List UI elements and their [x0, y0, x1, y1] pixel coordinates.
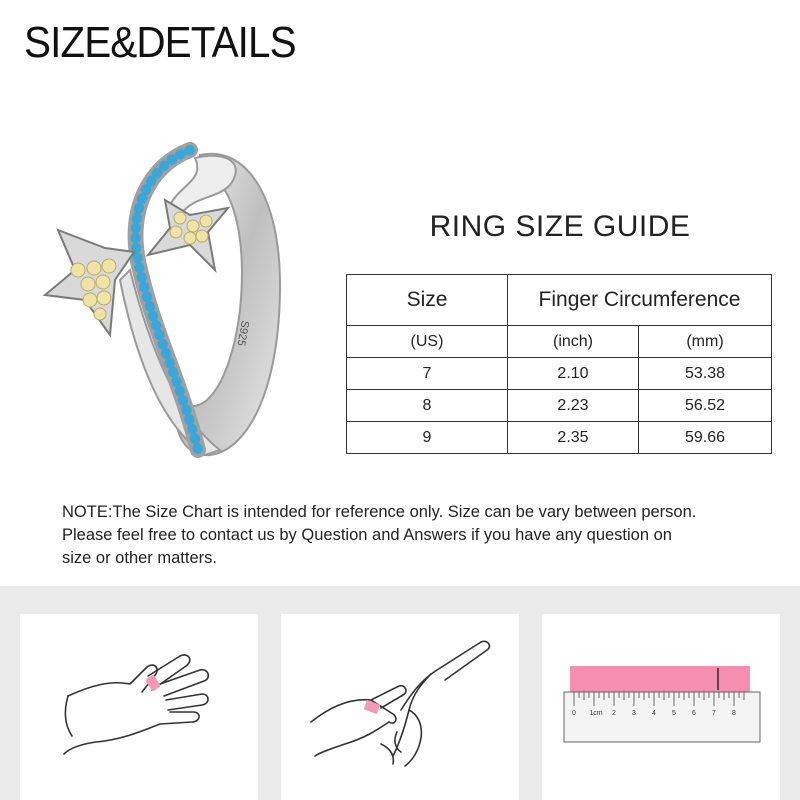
step-card-measure-ruler [542, 614, 780, 800]
table-row [347, 422, 772, 454]
table-row [347, 390, 772, 422]
wrap-paper-icon [281, 614, 519, 800]
cell-size: 8 [347, 390, 508, 422]
ruler-number: 6 [692, 710, 696, 717]
unit-us: (US) [347, 326, 508, 358]
size-guide-title: RING SIZE GUIDE [429, 210, 691, 243]
size-table [346, 274, 772, 454]
header-size: Size [347, 275, 508, 326]
cell-inch: 2.10 [508, 358, 639, 390]
cell-size: 7 [347, 358, 508, 390]
ring-product-image [30, 120, 350, 480]
note-line: Please feel free to contact us by Question and Answers if you have any question on [62, 526, 672, 544]
cell-size: 9 [347, 422, 508, 454]
ruler-illustration [542, 614, 780, 800]
page-title: SIZE&DETAILS [24, 18, 296, 67]
ruler-number: 4 [652, 710, 656, 717]
note-line: size or other matters. [62, 549, 217, 567]
table-units-row [347, 326, 772, 358]
note-line: NOTE:The Size Chart is intended for reference only. Size can be vary between person. [62, 503, 697, 521]
stamp-s925: S925 [234, 319, 251, 347]
step-card-wrap-paper [281, 614, 519, 800]
table-row [347, 358, 772, 390]
ruler-number: 2 [612, 710, 616, 717]
ruler-number: 3 [632, 710, 636, 717]
ruler-number: 0 [572, 710, 576, 717]
step-card-mark-finger [20, 614, 258, 800]
cell-inch: 2.23 [508, 390, 639, 422]
ruler-number: 8 [732, 710, 736, 717]
unit-inch: (inch) [508, 326, 639, 358]
ruler-body [564, 692, 760, 742]
ring-band-top [170, 156, 236, 215]
cell-inch: 2.35 [508, 422, 639, 454]
hand-mark-icon [20, 614, 258, 800]
pink-paper-strip [570, 666, 750, 692]
ruler-unit-label: 1cm [589, 710, 603, 717]
paper-strip [364, 700, 381, 714]
ruler-number: 7 [712, 710, 716, 717]
unit-mm: (mm) [639, 326, 772, 358]
cell-mm: 56.52 [639, 390, 772, 422]
header-finger-circumference: Finger Circumference [508, 275, 772, 326]
cell-mm: 59.66 [639, 422, 772, 454]
table-header-row [347, 275, 772, 326]
cell-mm: 53.38 [639, 358, 772, 390]
marker-stripe [145, 674, 161, 691]
size-note [62, 501, 792, 570]
ruler-number: 5 [672, 710, 676, 717]
